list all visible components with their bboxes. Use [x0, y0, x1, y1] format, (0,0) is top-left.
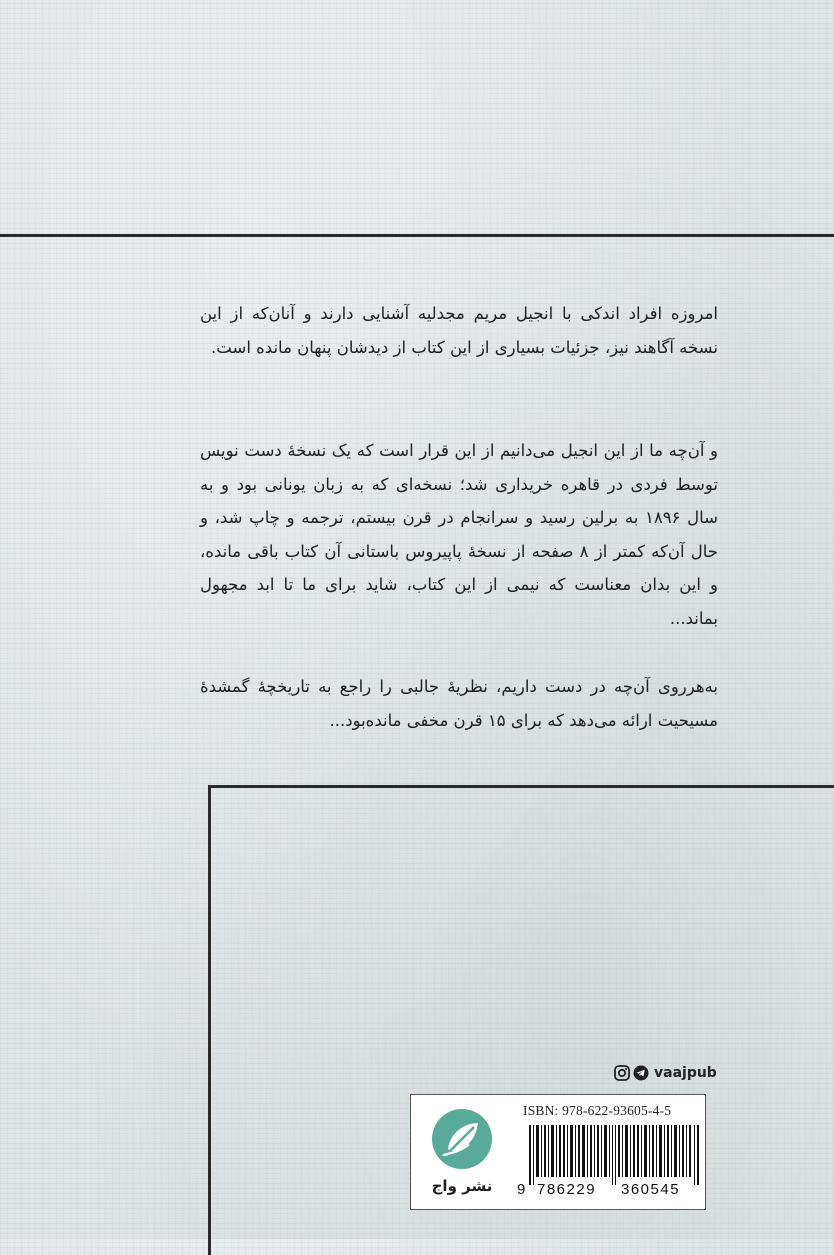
top-divider-line [0, 234, 834, 237]
telegram-icon [633, 1065, 649, 1081]
publisher-logo [421, 1107, 503, 1203]
blurb-paragraph-3: به‌هرروی آن‌چه در دست داریم، نظریهٔ جالبی را راجع به تاریخچهٔ گمشدهٔ مسیحیت ارائه می‌دهد که برای ۱۵ قرن مخفی مانده‌بود... [200, 677, 718, 730]
barcode-lead-digit: 9 [517, 1181, 526, 1198]
isbn-number: ISBN: 978-622-93605-4-5 [523, 1103, 672, 1118]
publisher-name: نشر واج [431, 1177, 493, 1195]
blurb-paragraph-1: امروزه افراد اندکی با انجیل مریم مجدلیه آشنایی دارند و آنان‌که از این نسخه آگاهند نیز، جزئیات بسیاری از این کتاب از دیدشان پنهان مانده است. [200, 304, 718, 357]
blurb-paragraph-2: و آن‌چه ما از این انجیل می‌دانیم از این قرار است که یک نسخهٔ دست نویس توسط فردی در قاهره خریداری شد؛ نسخه‌ای که به زبان یونانی بود و به سال ۱۸۹۶ به برلین رسید و سرانجام در قرن بیستم، ترجمه و چاپ شد، و حال آن‌که کمتر از ۸ صفحه از نسخهٔ پاپیروس باستانی آن کتاب باقی مانده، و این بدان معناست که نیمی از این کتاب، شاید برای ما تا ابد مجهول بماند... [200, 441, 718, 628]
instagram-icon [614, 1065, 630, 1081]
isbn-barcode-box [410, 1094, 706, 1210]
barcode-digit-group-1: 786229 [537, 1181, 597, 1198]
leaf-logo-icon [430, 1107, 494, 1171]
social-handle-text: vaajpub [654, 1065, 717, 1081]
barcode [529, 1125, 699, 1185]
barcode-digit-group-2: 360545 [621, 1181, 681, 1198]
social-handle [614, 1065, 717, 1081]
